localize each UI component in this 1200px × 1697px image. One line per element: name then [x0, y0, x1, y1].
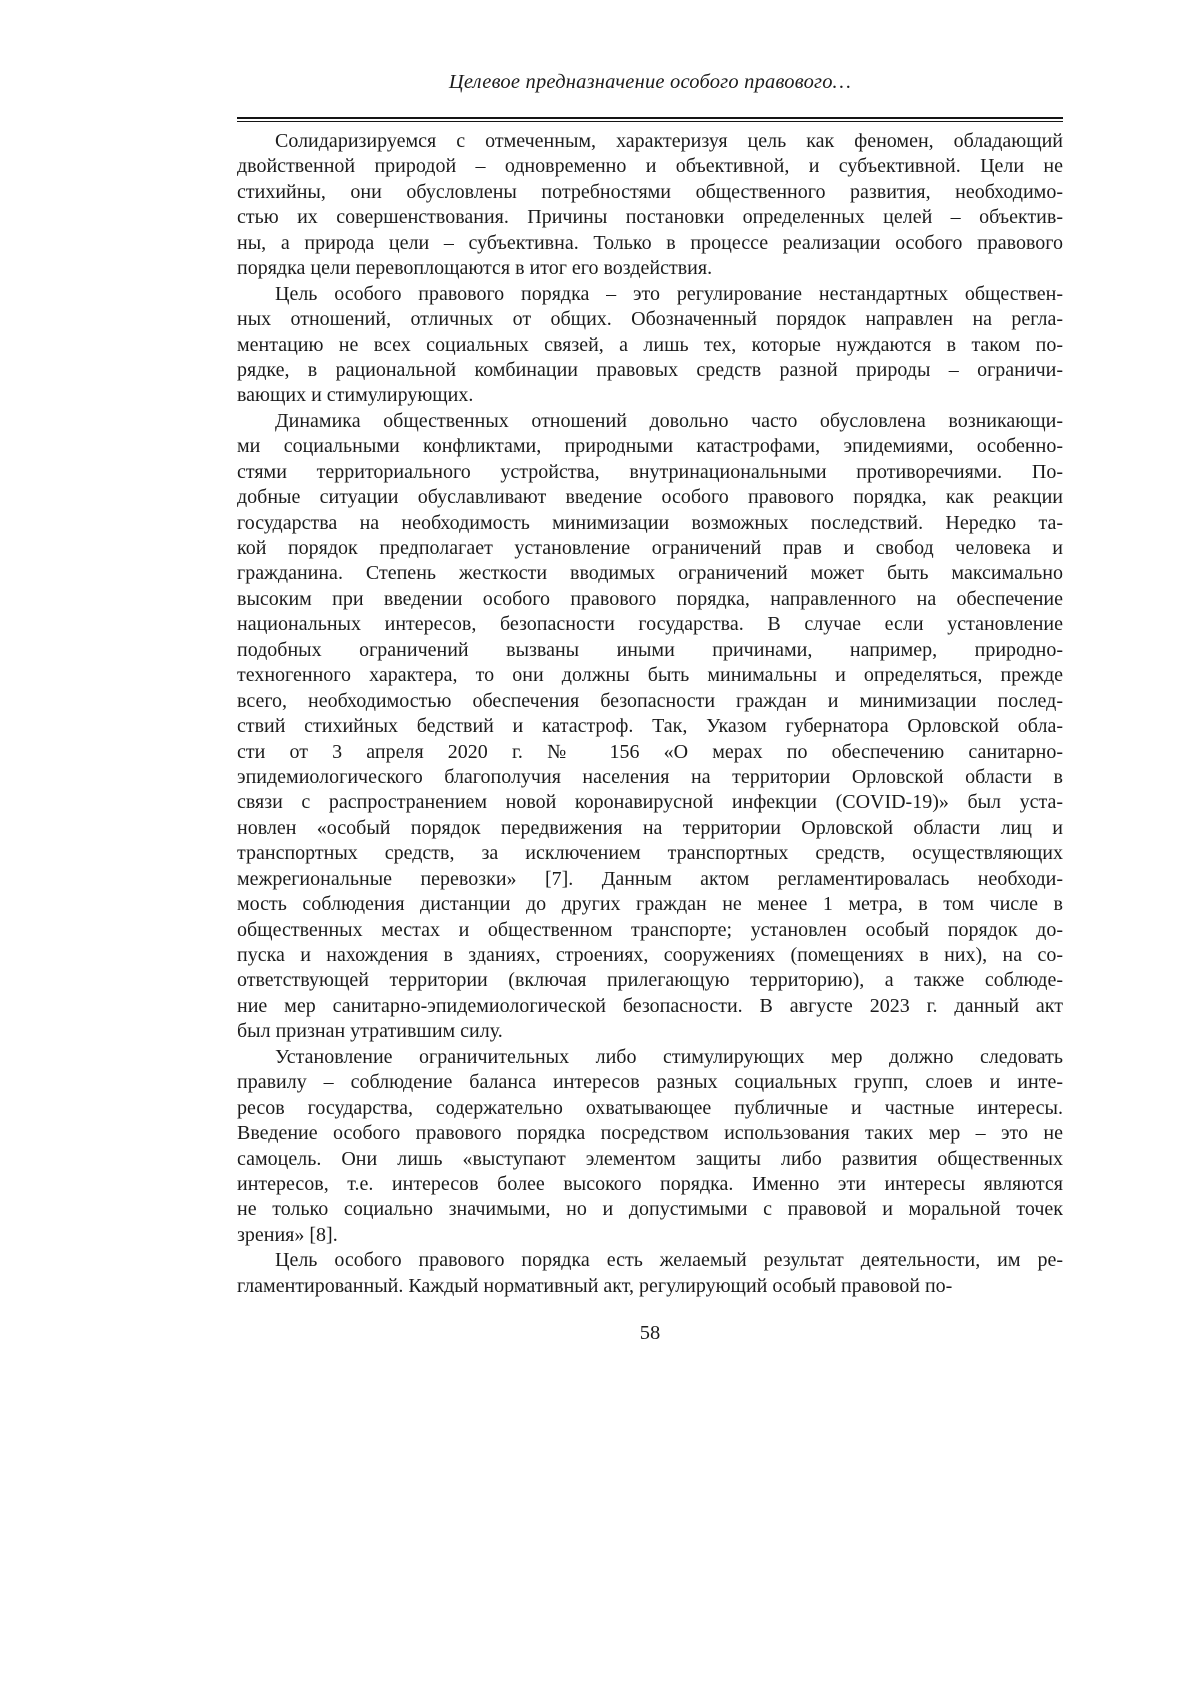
text-line: интересов, т.е. интересов более высокого порядка. Именно эти интересы являются — [237, 1172, 1063, 1195]
text-line: был признан утратившим силу. — [237, 1020, 503, 1043]
text-line: новлен «особый порядок передвижения на территории Орловской области лиц и — [237, 816, 1063, 839]
text-line: подобных ограничений вызваны иными причинами, например, природно- — [237, 638, 1063, 661]
text-line: транспортных средств, за исключением транспортных средств, осуществляющих — [237, 842, 1063, 865]
text-line: рядке, в рациональной комбинации правовых средств разной природы – ограничи- — [237, 358, 1063, 381]
text-line: вающих и стимулирующих. — [237, 384, 474, 407]
text-line: гламентированный. Каждый нормативный акт, регулирующий особый правовой по- — [237, 1274, 953, 1297]
text-line: высоким при введении особого правового порядка, направленного на обеспечение — [237, 587, 1063, 610]
text-line: стихийны, они обусловлены потребностями общественного развития, необходимо- — [237, 180, 1063, 203]
text-line: стями территориального устройства, внутринациональными противоречиями. По- — [237, 460, 1063, 483]
text-line: стью их совершенствования. Причины постановки определенных целей – объектив- — [237, 206, 1063, 229]
text-line: правилу – соблюдение баланса интересов разных социальных групп, слоев и инте- — [237, 1071, 1063, 1094]
page-number: 58 — [639, 1322, 661, 1344]
text-line: двойственной природой – одновременно и объективной, и субъективной. Цели не — [237, 155, 1063, 178]
text-line: гражданина. Степень жесткости вводимых ограничений может быть максимально — [237, 562, 1063, 585]
text-line: всего, необходимостью обеспечения безопасности граждан и минимизации послед- — [237, 689, 1063, 712]
text-line: ресов государства, содержательно охватывающее публичные и частные интересы. — [237, 1096, 1063, 1119]
header-rule — [237, 117, 1063, 122]
text-line: кой порядок предполагает установление ограничений прав и свобод человека и — [237, 537, 1063, 559]
text-line: добные ситуации обуславливают введение особого правового порядка, как реакции — [237, 486, 1063, 509]
text-line: межрегиональные перевозки» [7]. Данным актом регламентировалась необходи- — [237, 867, 1063, 890]
text-line: Динамика общественных отношений довольно часто обусловлена возникающи- — [275, 409, 1063, 432]
text-line: национальных интересов, безопасности государства. В случае если установление — [237, 613, 1063, 636]
text-line: Цель особого правового порядка – это регулирование нестандартных обществен- — [275, 282, 1063, 305]
text-line: эпидемиологического благополучия населения на территории Орловской области в — [237, 765, 1063, 788]
text-line: ментацию не всех социальных связей, а лишь тех, которые нуждаются в таком по- — [237, 333, 1063, 356]
text-line: сти от 3 апреля 2020 г. № 156 «О мерах по обеспечению санитарно- — [237, 740, 1063, 763]
text-line: не только социально значимыми, но и допустимыми с правовой и моральной точек — [237, 1198, 1063, 1221]
text-line: самоцель. Они лишь «выступают элементом защиты либо развития общественных — [237, 1147, 1063, 1170]
text-line: Цель особого правового порядка есть желаемый результат деятельности, им ре- — [275, 1249, 1063, 1272]
text-line: пуска и нахождения в зданиях, строениях, сооружениях (помещениях в них), на со- — [237, 944, 1063, 966]
text-line: ных отношений, отличных от общих. Обозначенный порядок направлен на регла- — [237, 308, 1063, 331]
article-body — [237, 129, 1063, 1299]
text-line: Солидаризируемся с отмеченным, характеризуя цель как феномен, обладающий — [275, 130, 1063, 152]
text-line: ми социальными конфликтами, природными катастрофами, эпидемиями, особенно- — [237, 435, 1063, 458]
text-line: ны, а природа цели – субъективна. Только в процессе реализации особого правового — [237, 231, 1063, 254]
text-line: ние мер санитарно-эпидемиологической безопасности. В августе 2023 г. данный акт — [237, 994, 1063, 1017]
text-line: мость соблюдения дистанции до других граждан не менее 1 метра, в том числе в — [237, 893, 1063, 916]
text-line: ствий стихийных бедствий и катастроф. Так, Указом губернатора Орловской обла- — [237, 715, 1063, 738]
text-line: зрения» [8]. — [237, 1223, 338, 1246]
running-header: Целевое предназначение особого правового… — [448, 71, 852, 93]
text-line: Введение особого правового порядка посредством использования таких мер – это не — [237, 1122, 1063, 1145]
text-line: государства на необходимость минимизации возможных последствий. Нередко та- — [237, 511, 1063, 534]
text-line: техногенного характера, то они должны быть минимальны и определяться, прежде — [237, 664, 1063, 687]
text-line: ответствующей территории (включая прилегающую территорию), а также соблюде- — [237, 969, 1063, 992]
text-line: связи с распространением новой коронавирусной инфекции (COVID-19)» был уста- — [237, 791, 1063, 814]
text-line: общественных местах и общественном транспорте; установлен особый порядок до- — [237, 918, 1063, 941]
text-line: порядка цели перевоплощаются в итог его воздействия. — [237, 257, 713, 280]
text-line: Установление ограничительных либо стимулирующих мер должно следовать — [275, 1045, 1063, 1068]
